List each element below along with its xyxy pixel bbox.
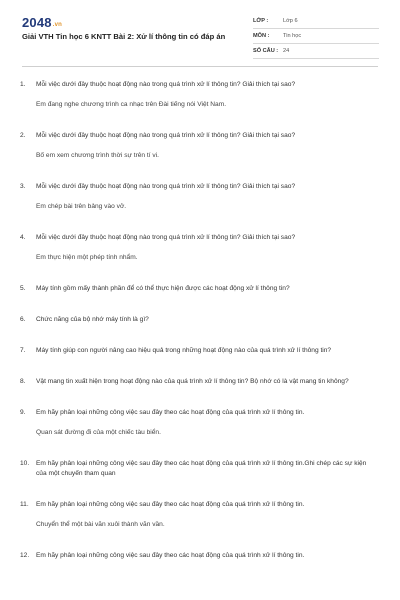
- question-text: Mỗi việc dưới đây thuộc hoạt động nào trong quá trình xử lí thông tin? Giải thích tại sao?: [36, 183, 296, 190]
- meta-row-grade: [253, 14, 379, 29]
- question-row: [20, 284, 378, 294]
- question-sub-item: Quan sát đường đi của một chiếc tàu biển.: [36, 429, 161, 436]
- question-row: [20, 459, 378, 479]
- question-row: [20, 315, 378, 325]
- question-number: 10.: [20, 460, 30, 467]
- site-logo[interactable]: [22, 15, 62, 30]
- meta-value: Tin học: [283, 33, 302, 39]
- question-text: Chức năng của bộ nhớ máy tính là gì?: [36, 316, 149, 323]
- question-row: [20, 131, 378, 141]
- logo-main: 2048: [22, 15, 52, 30]
- question-number: 8.: [20, 378, 26, 385]
- header-divider: [22, 66, 378, 67]
- question-item: [20, 500, 378, 530]
- question-row: [20, 551, 378, 561]
- question-item: [20, 315, 378, 325]
- meta-key: MÔN :: [253, 33, 270, 39]
- question-text: Em hãy phân loại những công việc sau đây theo các hoạt động của quá trình xử lí thông tin.: [36, 501, 305, 508]
- question-item: [20, 182, 378, 212]
- question-text: Em hãy phân loại những công việc sau đây theo các hoạt động của quá trình xử lí thông tin.Ghi chép các sự kiện của một chuyến tham quan: [36, 460, 367, 477]
- meta-row-subject: [253, 29, 379, 44]
- question-number: 1.: [20, 81, 26, 88]
- meta-row-count: [253, 44, 379, 59]
- meta-key: LỚP :: [253, 18, 269, 24]
- meta-table: [253, 14, 379, 59]
- question-number: 4.: [20, 234, 26, 241]
- question-sub-item: Chuyển thể một bài văn xuôi thành văn vần.: [36, 521, 165, 528]
- question-number: 11.: [20, 501, 29, 508]
- question-item: [20, 131, 378, 161]
- question-number: 6.: [20, 316, 26, 323]
- question-row: [20, 500, 378, 510]
- question-row: [20, 182, 378, 192]
- question-row: [20, 233, 378, 243]
- question-list: [20, 80, 378, 582]
- page-header: [0, 0, 400, 62]
- question-item: [20, 346, 378, 356]
- question-item: [20, 459, 378, 479]
- question-number: 7.: [20, 347, 26, 354]
- meta-key: SỐ CÂU :: [253, 48, 279, 54]
- question-text: Em hãy phân loại những công việc sau đây theo các hoạt động của quá trình xử lí thông tin.: [36, 409, 305, 416]
- question-text: Máy tính gồm mấy thành phần để có thể thực hiện được các hoạt động xử lí thông tin?: [36, 285, 290, 292]
- question-text: Mỗi việc dưới đây thuộc hoạt động nào trong quá trình xử lí thông tin? Giải thích tại sao?: [36, 81, 296, 88]
- page-title: Giải VTH Tin học 6 KNTT Bài 2: Xử lí thông tin có đáp án: [22, 32, 226, 41]
- question-text: Em hãy phân loại những công việc sau đây theo các hoạt động của quá trình xử lí thông tin.: [36, 552, 305, 559]
- meta-value: 24: [283, 48, 290, 54]
- question-row: [20, 377, 378, 387]
- meta-value: Lớp 6: [283, 18, 298, 24]
- question-number: 9.: [20, 409, 26, 416]
- question-item: [20, 377, 378, 387]
- question-number: 5.: [20, 285, 26, 292]
- question-sub-item: Em đang nghe chương trình ca nhạc trên Đài tiếng nói Việt Nam.: [36, 101, 227, 108]
- question-text: Máy tính giúp con người nâng cao hiệu quả trong những hoạt động nào của quá trình xử lí thông tin?: [36, 347, 332, 354]
- question-item: [20, 551, 378, 561]
- question-text: Vật mang tin xuất hiện trong hoạt động nào của quá trình xử lí thông tin? Bộ nhớ có là vật mang tin không?: [36, 378, 349, 385]
- question-text: Mỗi việc dưới đây thuộc hoạt động nào trong quá trình xử lí thông tin? Giải thích tại sao?: [36, 132, 296, 139]
- logo-suffix: .vn: [52, 22, 63, 28]
- question-item: [20, 408, 378, 438]
- question-sub-item: Em thực hiện một phép tính nhẩm.: [36, 254, 138, 261]
- question-row: [20, 80, 378, 90]
- question-number: 3.: [20, 183, 26, 190]
- question-item: [20, 80, 378, 110]
- question-text: Mỗi việc dưới đây thuộc hoạt động nào trong quá trình xử lí thông tin? Giải thích tại sao?: [36, 234, 296, 241]
- question-sub-item: Em chép bài trên bảng vào vở.: [36, 203, 127, 210]
- question-number: 2.: [20, 132, 26, 139]
- question-sub-item: Bố em xem chương trình thời sự trên tí vi.: [36, 152, 160, 159]
- question-row: [20, 408, 378, 418]
- question-item: [20, 233, 378, 263]
- question-item: [20, 284, 378, 294]
- question-row: [20, 346, 378, 356]
- question-number: 12.: [20, 552, 30, 559]
